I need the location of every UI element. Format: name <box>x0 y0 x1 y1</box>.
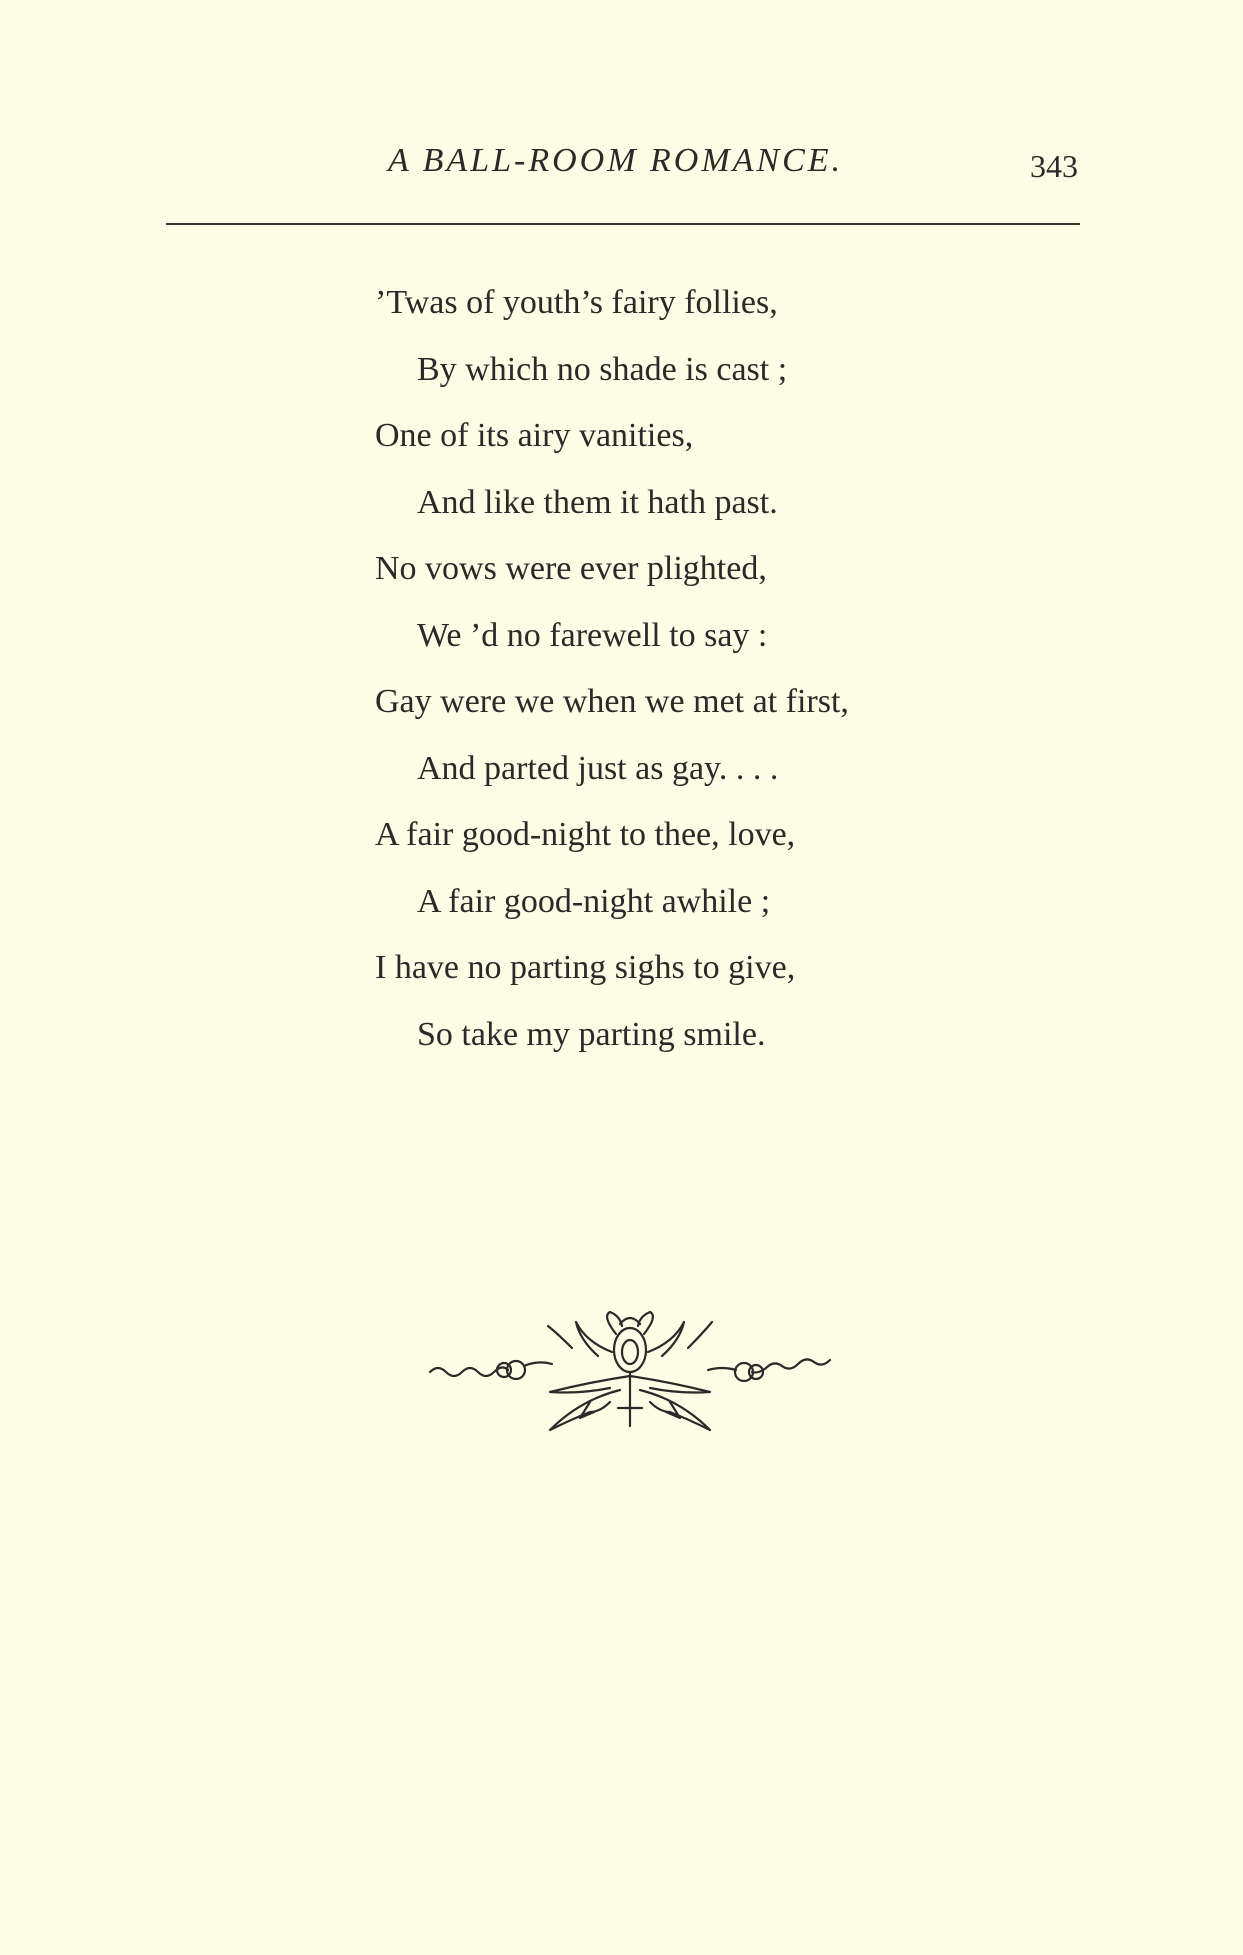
verse-line: I have no parting sighs to give, <box>375 949 796 986</box>
verse-line: No vows were ever plighted, <box>375 550 767 587</box>
verse-line: A fair good-night awhile ; <box>417 882 771 920</box>
verse-line: One of its airy vanities, <box>375 417 694 454</box>
verse-line: By which no shade is cast ; <box>417 350 788 388</box>
verse-line: So take my parting smile. <box>417 1015 766 1053</box>
verse-line: And like them it hath past. <box>417 483 778 521</box>
poem <box>375 270 1095 1068</box>
page-number: 343 <box>1030 148 1078 184</box>
verse-line: We ’d no farewell to say : <box>417 616 768 654</box>
floral-tailpiece-icon <box>420 1310 840 1440</box>
verse-line: A fair good-night to thee, love, <box>375 816 796 853</box>
verse-line: ’Twas of youth’s fairy follies, <box>375 284 778 321</box>
verse-line: And parted just as gay. . . . <box>417 749 779 787</box>
running-head <box>0 142 1243 192</box>
header-rule <box>166 223 1080 225</box>
verse-line: Gay were we when we met at first, <box>375 683 849 720</box>
running-title: A BALL-ROOM ROMANCE. <box>388 142 844 179</box>
